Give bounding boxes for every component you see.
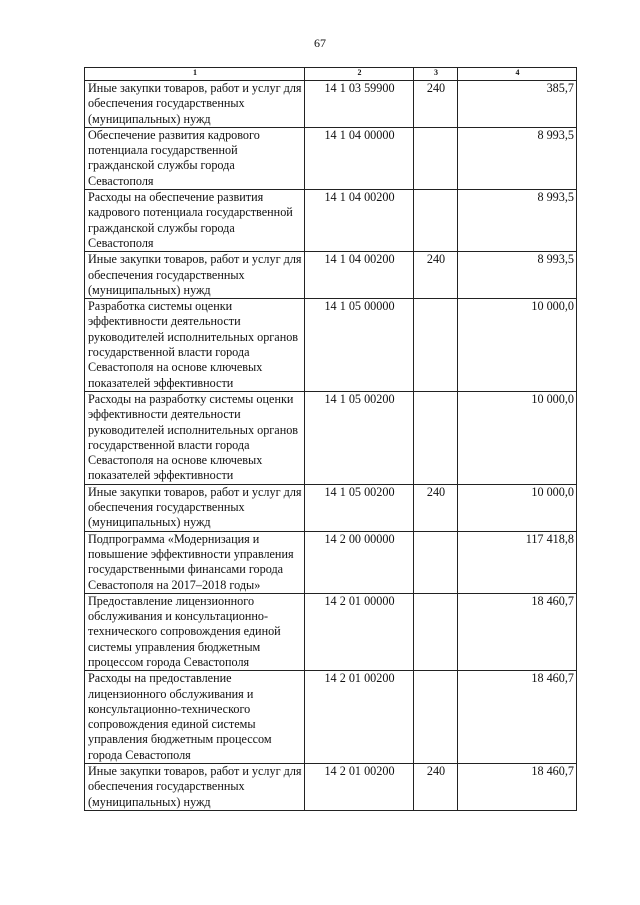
row-name: Иные закупки товаров, работ и услуг для обеспечения государственных (муниципальных) нужд [85,252,305,299]
row-amount: 8 993,5 [458,190,577,252]
page-number: 67 [314,36,326,50]
row-code: 14 1 04 00000 [305,127,414,189]
row-expense-type: 240 [414,81,458,128]
table-row [85,252,577,299]
row-name: Иные закупки товаров, работ и услуг для обеспечения государственных (муниципальных) нужд [85,764,305,811]
row-expense-type: 240 [414,484,458,531]
row-name: Расходы на предоставление лицензионного обслуживания и консультационно-технического сопровождения единой системы управления бюджетным процессом города Севастополя [85,671,305,764]
row-name: Разработка системы оценки эффективности деятельности руководителей исполнительных органов государственной власти города Севастополя на основе ключевых показателей эффективности [85,299,305,392]
row-code: 14 2 01 00200 [305,671,414,764]
row-name: Подпрограмма «Модернизация и повышение эффективности управления государственными финансами города Севастополя на 2017–2018 годы» [85,531,305,593]
column-header-amount: 4 [458,68,577,81]
row-code: 14 1 03 59900 [305,81,414,128]
column-header-expense-type: 3 [414,68,458,81]
row-expense-type [414,190,458,252]
row-expense-type [414,531,458,593]
row-amount: 8 993,5 [458,252,577,299]
table-row [85,81,577,128]
table-row [85,764,577,811]
table-row [85,299,577,392]
table-row [85,671,577,764]
row-name: Предоставление лицензионного обслуживания и консультационно-технического сопровождения единой системы управления бюджетным процессом города Севастополя [85,593,305,670]
row-name: Иные закупки товаров, работ и услуг для обеспечения государственных (муниципальных) нужд [85,81,305,128]
row-code: 14 1 05 00000 [305,299,414,392]
row-amount: 10 000,0 [458,484,577,531]
row-code: 14 1 04 00200 [305,252,414,299]
column-header-code: 2 [305,68,414,81]
row-amount: 10 000,0 [458,391,577,484]
row-expense-type [414,391,458,484]
table-row [85,593,577,670]
column-header-name: 1 [85,68,305,81]
row-amount: 18 460,7 [458,593,577,670]
table-header-row [85,68,577,81]
row-amount: 117 418,8 [458,531,577,593]
table-row [85,531,577,593]
row-code: 14 2 00 00000 [305,531,414,593]
row-amount: 18 460,7 [458,764,577,811]
table-row [85,127,577,189]
row-name: Расходы на обеспечение развития кадрового потенциала государственной гражданской службы города Севастополя [85,190,305,252]
row-name: Обеспечение развития кадрового потенциала государственной гражданской службы города Севастополя [85,127,305,189]
row-expense-type: 240 [414,252,458,299]
row-amount: 10 000,0 [458,299,577,392]
row-name: Расходы на разработку системы оценки эффективности деятельности руководителей исполнительных органов государственной власти города Севастополя на основе ключевых показателей эффективности [85,391,305,484]
row-expense-type [414,593,458,670]
table-row [85,190,577,252]
row-expense-type: 240 [414,764,458,811]
row-expense-type [414,127,458,189]
table-row [85,484,577,531]
budget-table [84,67,577,811]
row-code: 14 2 01 00000 [305,593,414,670]
table-row [85,391,577,484]
row-code: 14 1 05 00200 [305,484,414,531]
row-expense-type [414,299,458,392]
row-amount: 385,7 [458,81,577,128]
row-amount: 8 993,5 [458,127,577,189]
row-amount: 18 460,7 [458,671,577,764]
row-expense-type [414,671,458,764]
row-name: Иные закупки товаров, работ и услуг для обеспечения государственных (муниципальных) нужд [85,484,305,531]
row-code: 14 2 01 00200 [305,764,414,811]
row-code: 14 1 04 00200 [305,190,414,252]
row-code: 14 1 05 00200 [305,391,414,484]
